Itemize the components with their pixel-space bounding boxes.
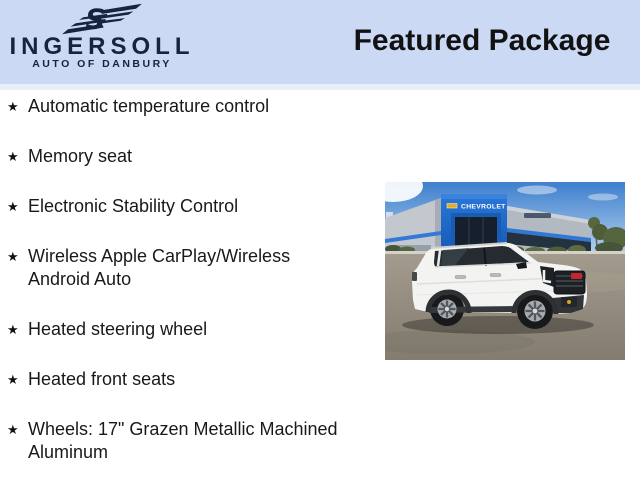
star-bullet-icon: ★ [7, 149, 19, 164]
dealer-tagline: AUTO OF DANBURY [32, 58, 172, 70]
feature-item [7, 245, 363, 291]
feature-text: Electronic Stability Control [28, 196, 239, 216]
front-wheel-alloy [525, 301, 546, 322]
chevrolet-sign-text: CHEVROLET [461, 203, 506, 211]
feature-text: Wireless Apple CarPlay/Wireless Android Auto [28, 246, 291, 289]
feature-text: Memory seat [28, 146, 133, 166]
feature-list [7, 95, 363, 480]
dealer-name: INGERSOLL [9, 33, 195, 60]
feature-text: Heated steering wheel [28, 319, 208, 339]
gmc-badge [571, 273, 582, 279]
feature-text: Wheels: 17" Grazen Metallic Machined Aluminum [28, 419, 338, 462]
ingersoll-wings-icon [54, 2, 150, 36]
star-bullet-icon: ★ [7, 249, 19, 264]
feature-item [7, 318, 363, 341]
feature-item [7, 418, 363, 464]
star-bullet-icon: ★ [7, 99, 19, 114]
dealer-logo [4, 2, 200, 70]
front-grille [554, 271, 585, 294]
rear-taillight [412, 272, 417, 281]
star-bullet-icon: ★ [7, 199, 19, 214]
page-title: Featured Package [353, 24, 611, 57]
star-bullet-icon: ★ [7, 372, 19, 387]
feature-item [7, 145, 363, 168]
star-bullet-icon: ★ [7, 422, 19, 437]
rear-wheel-alloy [438, 300, 457, 319]
header [0, 0, 640, 84]
vehicle-photo [385, 182, 625, 360]
star-bullet-icon: ★ [7, 322, 19, 337]
header-divider [0, 84, 640, 90]
feature-item [7, 368, 363, 391]
feature-text: Heated front seats [28, 369, 176, 389]
vehicle-shadow [402, 316, 594, 334]
feature-item [7, 195, 363, 218]
feature-item [7, 95, 363, 118]
svg-text:S: S [85, 4, 105, 36]
feature-text: Automatic temperature control [28, 96, 270, 116]
